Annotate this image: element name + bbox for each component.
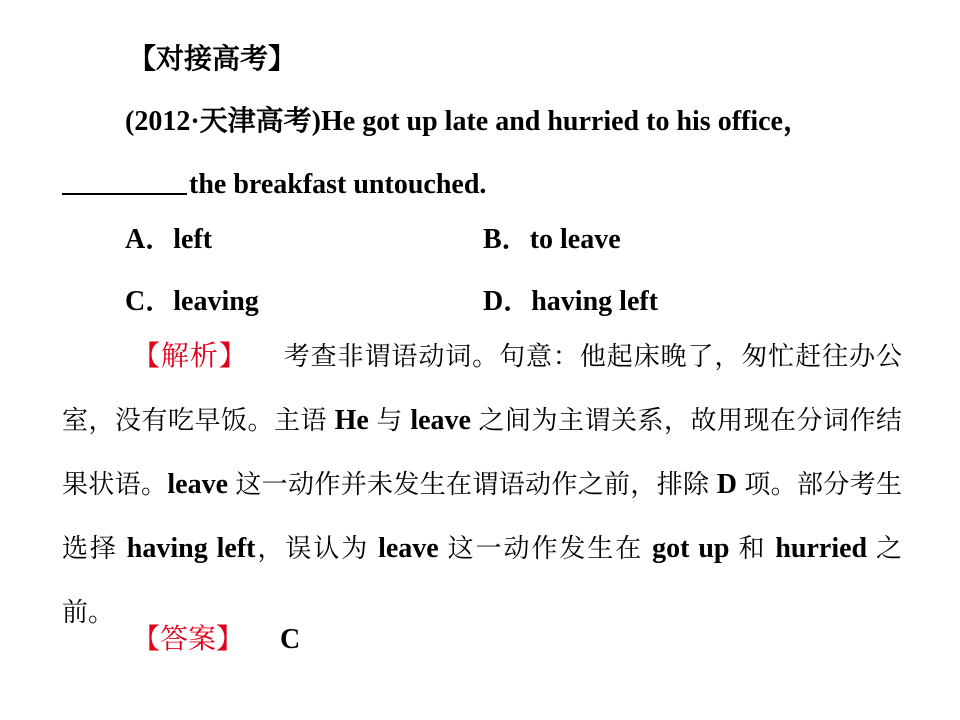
- option-a-letter: A．: [125, 224, 174, 255]
- analysis-term: having left: [126, 533, 256, 564]
- analysis-text: 之前。: [62, 534, 903, 628]
- analysis-text: 这一动作发生在: [447, 534, 644, 564]
- option-c-letter: C．: [125, 286, 174, 317]
- analysis-text: 考查非谓语动词。句意：他起床晚了，匆忙赶往办公室，没有吃早饭。主语: [62, 342, 902, 436]
- analysis-text: ，误认为: [255, 534, 370, 564]
- option-b: [483, 223, 621, 257]
- analysis-text: 项。部分考生选择: [62, 470, 903, 564]
- analysis-term: He: [334, 405, 369, 436]
- option-b-letter: B．: [483, 224, 530, 255]
- option-a: [125, 223, 212, 257]
- analysis-term: got up: [652, 533, 730, 564]
- option-c-text: leaving: [173, 286, 259, 317]
- question-line-2-text: the breakfast untouched.: [189, 169, 487, 200]
- analysis-text: 之间为主谓关系，故用现在分词作结果状语。: [62, 406, 903, 500]
- analysis-term: leave: [410, 405, 471, 436]
- analysis-term: hurried: [775, 533, 868, 564]
- option-d: [483, 285, 658, 319]
- question-line-1: (2012·天津高考)He got up late and hurried to his office，: [125, 106, 811, 137]
- answer-label: 【答案】: [132, 622, 245, 655]
- analysis-term: leave: [378, 533, 439, 564]
- analysis-term: D: [716, 469, 737, 500]
- analysis-paragraph: [62, 324, 902, 645]
- option-b-text: to leave: [529, 224, 621, 255]
- section-heading: 【对接高考】: [128, 44, 297, 75]
- answer-line: [132, 622, 300, 657]
- analysis-term: leave: [167, 469, 228, 500]
- option-d-letter: D．: [483, 286, 532, 317]
- option-d-text: having left: [531, 286, 659, 317]
- analysis-text: 这一动作并未发生在谓语动作之前，排除: [235, 470, 710, 500]
- analysis-text: 和: [738, 534, 767, 564]
- answer-blank: [62, 167, 187, 195]
- question-line-2: [62, 167, 486, 202]
- option-c: [125, 285, 259, 319]
- analysis-text: 与: [376, 406, 403, 436]
- option-a-text: left: [173, 224, 213, 255]
- analysis-label: 【解析】: [132, 339, 248, 372]
- answer-value: C: [280, 624, 301, 655]
